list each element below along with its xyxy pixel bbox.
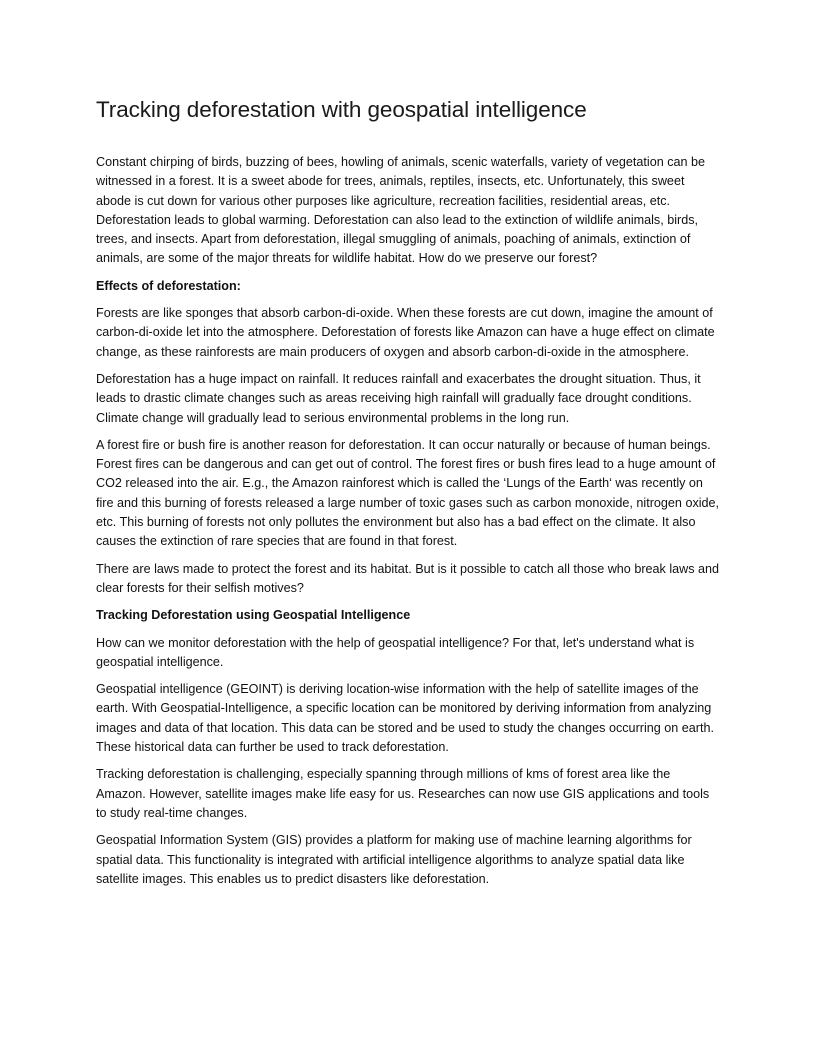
document-page [96,96,722,897]
effects-paragraph-1: Forests are like sponges that absorb carbon-di-oxide. When these forests are cut down, imagine the amount of carbon-di-oxide let into the atmosphere. Deforestation of forests like Amazon can have a huge effect on climate change, as these rainforests are main producers of oxygen and absorb carbon-di-oxide in the atmosphere. [96,306,715,359]
effects-paragraph-3: A forest fire or bush fire is another reason for deforestation. It can occur naturally or because of human beings. Forest fires can be dangerous and can get out of control. The forest fires or bush fires lead to a huge amount of CO2 released into the air. E.g., the Amazon rainforest which is called the ‘Lungs of the Earth‘ was recently on fire and this burning of forests released a large number of toxic gases such as carbon monoxide, nitrogen oxide, etc. This burning of forests not only pollutes the environment but also has a bad effect on the climate. It also causes the extinction of rare species that are found in that forest. [96,437,720,549]
tracking-paragraph-4: Geospatial Information System (GIS) provides a platform for making use of machine learning algorithms for spatial data. This functionality is integrated with artificial intelligence algorithms to analyze spatial data like satellite images. This enables us to predict disasters like deforestation. [96,833,692,886]
effects-paragraph-4: There are laws made to protect the forest and its habitat. But is it possible to catch all those who break laws and clear forests for their selfish motives? [96,561,720,595]
section-heading-tracking: Tracking Deforestation using Geospatial Intelligence [96,608,411,623]
tracking-paragraph-3: Tracking deforestation is challenging, especially spanning through millions of kms of forest area like the Amazon. However, satellite images make life easy for us. Researches can now use GIS applications and tools to study real-time changes. [96,767,710,820]
tracking-paragraph-2: Geospatial intelligence (GEOINT) is deriving location-wise information with the help of satellite images of the earth. With Geospatial-Intelligence, a specific location can be monitored by deriving information from analyzing images and data of that location. This data can be stored and be used to study the changes occurring on earth. These historical data can further be used to track deforestation. [96,682,714,755]
section-heading-effects: Effects of deforestation: [96,278,241,293]
tracking-paragraph-1: How can we monitor deforestation with the help of geospatial intelligence? For that, let's understand what is geospatial intelligence. [96,635,695,669]
intro-paragraph: Constant chirping of birds, buzzing of bees, howling of animals, scenic waterfalls, variety of vegetation can be witnessed in a forest. It is a sweet abode for trees, animals, reptiles, insects, etc. Unfortunately, this sweet abode is cut down for various other purposes like agriculture, recreation facilities, residential areas, etc. Deforestation leads to global warming. Deforestation can also lead to the extinction of wildlife animals, birds, trees, and insects. Apart from deforestation, illegal smuggling of animals, poaching of animals, extinction of animals, are some of the major threats for wildlife habitat. How do we preserve our forest? [96,155,706,266]
document-title: Tracking deforestation with geospatial intelligence [96,97,587,122]
effects-paragraph-2: Deforestation has a huge impact on rainfall. It reduces rainfall and exacerbates the drought situation. Thus, it leads to drastic climate changes such as areas receiving high rainfall will gradually face drought conditions. Climate change will gradually lead to serious environmental problems in the long run. [96,371,701,425]
